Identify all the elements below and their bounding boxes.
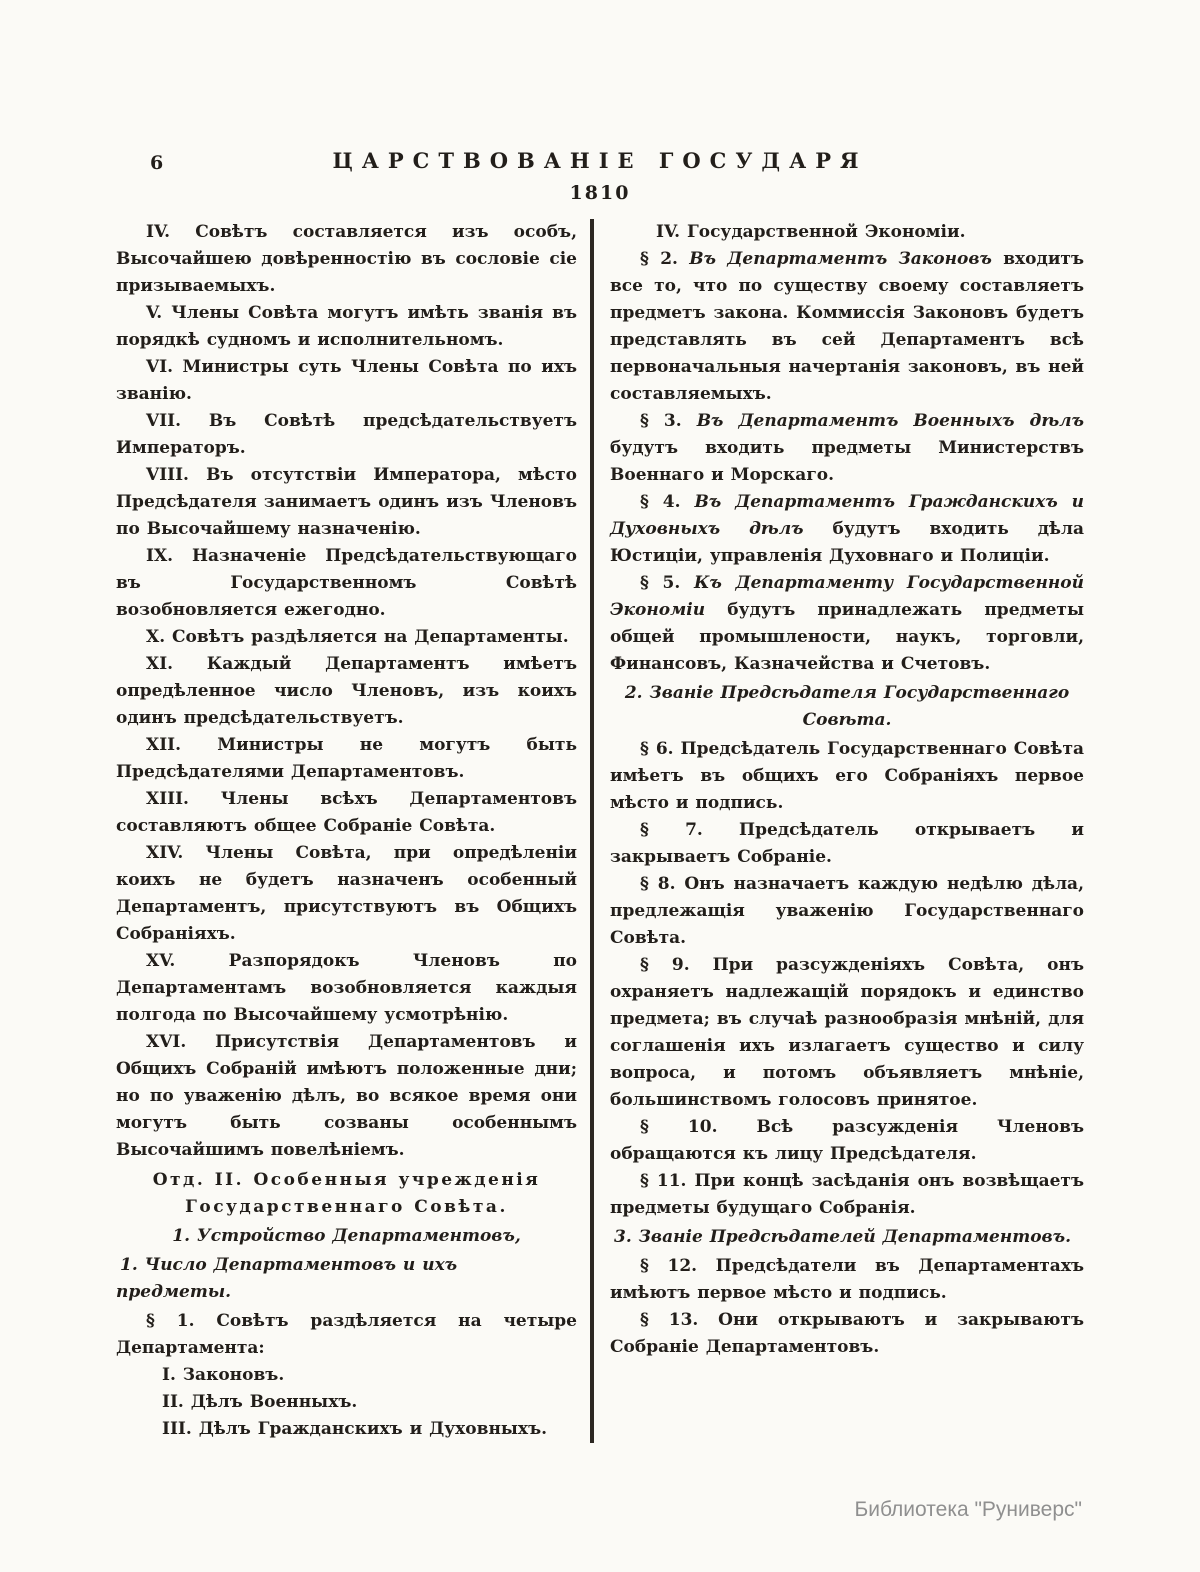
text-segment: § 4.: [640, 492, 695, 512]
text-segment: VIII. Въ отсутствіи Императора, мѣсто Предсѣдателя занимаетъ одинъ изъ Членовъ по Высочайшему назначенію.: [116, 465, 577, 539]
paragraph: [610, 489, 1084, 570]
paragraph: [116, 543, 577, 624]
text-segment: 2. Званіе Предсѣдателя Государственнаго Совѣта.: [624, 683, 1070, 730]
text-segment: § 6. Предсѣдатель Государственнаго Совѣта имѣетъ въ общихъ его Собраніяхъ первое мѣсто и подпись.: [610, 739, 1084, 813]
paragraph: [116, 1308, 577, 1362]
paragraph: [116, 651, 577, 732]
page-title: ЦАРСТВОВАНІЕ ГОСУДАРЯ: [332, 148, 868, 173]
section-heading: [610, 1224, 1084, 1251]
text-segment: V. Члены Совѣта могутъ имѣть званія въ порядкѣ судномъ и исполнительномъ.: [116, 303, 577, 350]
paragraph: [610, 871, 1084, 952]
text-segment: Въ Департаментъ Гражданскихъ и Духовныхъ дѣлъ: [610, 492, 1084, 539]
section-heading: [116, 1223, 577, 1250]
text-segment: XII. Министры не могутъ быть Предсѣдателями Департаментовъ.: [116, 735, 577, 782]
section-heading: [610, 680, 1084, 734]
text-segment: Въ Департаментъ Военныхъ дѣлъ: [696, 411, 1084, 431]
text-segment: XI. Каждый Департаментъ имѣетъ опредѣленное число Членовъ, изъ коихъ одинъ предсѣдательствуетъ.: [116, 654, 577, 728]
watermark: Библиотека "Руниверс": [854, 1498, 1082, 1521]
paragraph: [610, 952, 1084, 1114]
section-heading: [116, 1252, 577, 1306]
text-columns: [116, 219, 1084, 1443]
text-segment: XVI. Присутствія Департаментовъ и Общихъ Собраній имѣютъ положенные дни; но по уваженію дѣлъ, во всякое время они могутъ быть созваны особеннымъ Высочайшимъ повелѣніемъ.: [116, 1032, 577, 1160]
paragraph: [610, 1168, 1084, 1222]
text-segment: Къ Департаменту Государственной Экономіи: [610, 573, 1084, 620]
text-segment: § 2.: [640, 249, 690, 269]
text-segment: XV. Разпорядокъ Членовъ по Департаментамъ возобновляется каждыя полгода по Высочайшему усмотрѣнію.: [116, 951, 577, 1025]
text-segment: XIV. Члены Совѣта, при опредѣленіи коихъ не будетъ назначенъ особенный Департаментъ, присутствуютъ въ Общихъ Собраніяхъ.: [116, 843, 577, 944]
paragraph: [116, 840, 577, 948]
section-heading: [116, 1167, 577, 1221]
paragraph: [610, 817, 1084, 871]
text-segment: входитъ все то, что по существу своему составляетъ предметъ закона. Коммиссія Законовъ будетъ представлять въ сей Департаментъ всѣ первоначальныя начертанія законовъ, въ ней составляемыхъ.: [610, 249, 1084, 404]
paragraph: [116, 624, 577, 651]
text-segment: § 9. При разсужденіяхъ Совѣта, онъ охраняетъ надлежащій порядокъ и единство предмета; въ случаѣ разнообразія мнѣній, для соглашенія ихъ излагаетъ существо и силу вопроса, и потомъ объявляетъ мнѣніе, большинствомъ голосовъ принятое.: [610, 955, 1084, 1110]
paragraph: [116, 786, 577, 840]
text-segment: 3. Званіе Предсѣдателей Департаментовъ.: [614, 1227, 1071, 1247]
text-segment: Въ Департаментъ Законовъ: [689, 249, 992, 269]
year-heading: 1810: [569, 182, 631, 204]
paragraph: [610, 570, 1084, 678]
paragraph: [610, 1253, 1084, 1307]
paragraph: [610, 1307, 1084, 1361]
paragraph: [116, 219, 577, 300]
paragraph: [116, 948, 577, 1029]
page-number: 6: [150, 152, 164, 174]
text-segment: § 5.: [640, 573, 694, 593]
list-item: [162, 1362, 577, 1389]
text-segment: будутъ входить предметы Министерствъ Военнаго и Морскаго.: [610, 438, 1084, 485]
paragraph: [610, 736, 1084, 817]
text-segment: XIII. Члены всѣхъ Департаментовъ составляютъ общее Собраніе Совѣта.: [116, 789, 577, 836]
text-segment: 1. Число Департаментовъ и ихъ предметы.: [116, 1255, 458, 1302]
text-segment: II. Дѣлъ Военныхъ.: [162, 1392, 358, 1412]
paragraph: [116, 732, 577, 786]
text-segment: VII. Въ Совѣтѣ предсѣдательствуетъ Императоръ.: [116, 411, 577, 458]
paragraph: [610, 1114, 1084, 1168]
paragraph: [116, 1029, 577, 1164]
text-segment: будутъ принадлежать предметы общей промышлености, наукъ, торговли, Финансовъ, Казначейства и Счетовъ.: [610, 600, 1084, 674]
left-column: [116, 219, 590, 1443]
text-segment: IV. Совѣтъ составляется изъ особъ, Высочайшею довѣренностію въ сословіе сіе призываемыхъ.: [116, 222, 577, 296]
text-segment: § 13. Они открываютъ и закрываютъ Собраніе Департаментовъ.: [610, 1310, 1084, 1357]
text-segment: IV. Государственной Экономіи.: [656, 222, 966, 242]
text-segment: X. Совѣтъ раздѣляется на Департаменты.: [146, 627, 569, 647]
list-item: [162, 1389, 577, 1416]
text-segment: 1. Устройство Департаментовъ,: [172, 1226, 521, 1246]
text-segment: будутъ входить дѣла Юстиціи, управленія Духовнаго и Полиціи.: [610, 519, 1084, 566]
text-segment: IX. Назначеніе Предсѣдательствующаго въ Государственномъ Совѣтѣ возобновляется ежегодно.: [116, 546, 577, 620]
right-column: [594, 219, 1084, 1443]
text-segment: § 8. Онъ назначаетъ каждую недѣлю дѣла, предлежащія уваженію Государственнаго Совѣта.: [610, 874, 1084, 948]
list-item: [656, 219, 1084, 246]
text-segment: § 11. При концѣ засѣданія онъ возвѣщаетъ предметы будущаго Собранія.: [610, 1171, 1084, 1218]
text-segment: I. Законовъ.: [162, 1365, 285, 1385]
text-segment: VI. Министры суть Члены Совѣта по ихъ званію.: [116, 357, 577, 404]
text-segment: § 12. Предсѣдатели въ Департаментахъ имѣютъ первое мѣсто и подпись.: [610, 1256, 1084, 1303]
paragraph: [610, 246, 1084, 408]
text-segment: III. Дѣлъ Гражданскихъ и Духовныхъ.: [162, 1419, 548, 1439]
text-segment: § 3.: [640, 411, 697, 431]
paragraph: [116, 408, 577, 462]
paragraph: [116, 300, 577, 354]
text-segment: § 1. Совѣтъ раздѣляется на четыре Департамента:: [116, 1311, 577, 1358]
text-segment: Отд. II. Особенныя учрежденія Государственнаго Совѣта.: [152, 1170, 541, 1217]
list-item: [162, 1416, 577, 1443]
text-segment: § 10. Всѣ разсужденія Членовъ обращаются къ лицу Предсѣдателя.: [610, 1117, 1084, 1164]
paragraph: [116, 354, 577, 408]
text-segment: § 7. Предсѣдатель открываетъ и закрываетъ Собраніе.: [610, 820, 1084, 867]
paragraph: [610, 408, 1084, 489]
paragraph: [116, 462, 577, 543]
